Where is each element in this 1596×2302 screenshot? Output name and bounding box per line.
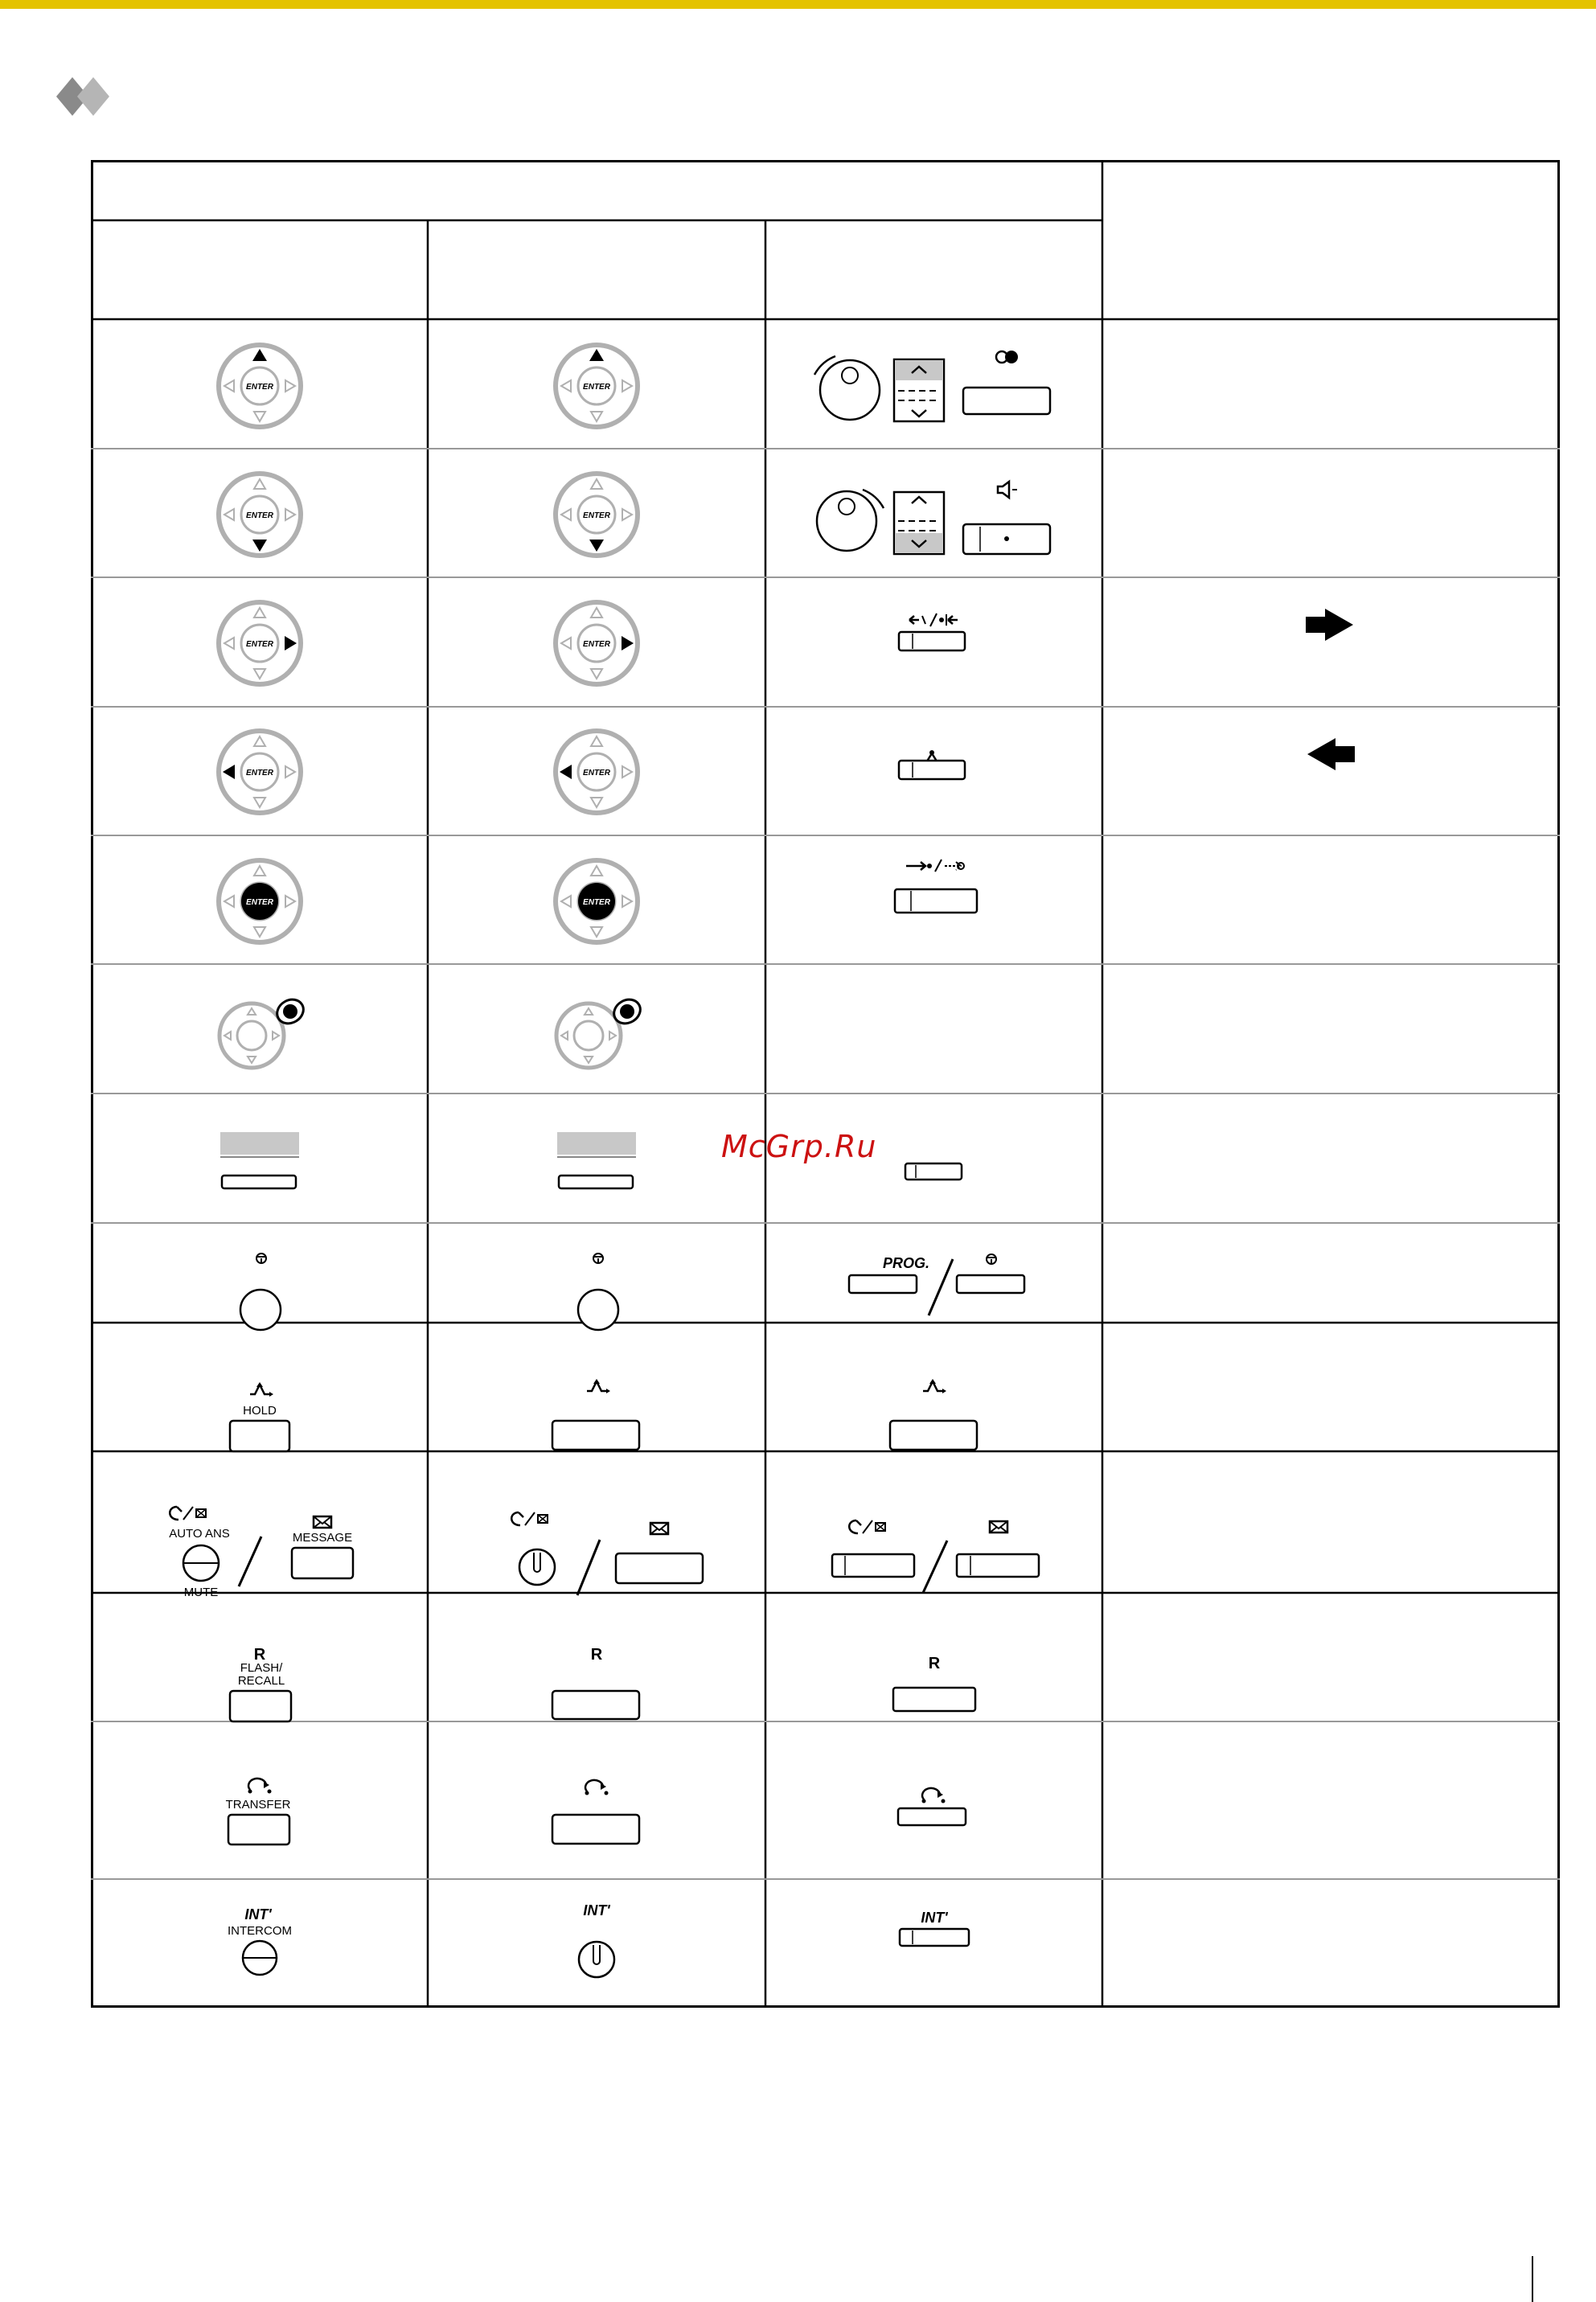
svg-text:ENTER: ENTER [583, 383, 610, 392]
flash-recall-key-c [893, 1655, 975, 1711]
soft-key-a [220, 1132, 299, 1188]
forward-dnd-key-icon [895, 860, 977, 913]
conference-key-icon [899, 750, 965, 779]
svg-text:MUTE: MUTE [183, 1586, 219, 1599]
flash-recall-key-b [552, 1646, 639, 1719]
transfer-key-a [226, 1779, 291, 1844]
right-arrow-icon [1306, 609, 1353, 641]
soft-key-b [557, 1132, 636, 1188]
dpad-right-key-a [219, 602, 301, 684]
intercom-key-c [900, 1910, 969, 1946]
svg-text:R: R [590, 1646, 603, 1664]
svg-text:R: R [253, 1646, 266, 1664]
svg-text:ENTER: ENTER [246, 383, 273, 392]
dpad-left-key-a [219, 731, 301, 813]
jog-dial-down-icon [817, 482, 1050, 554]
top-accent-bar [0, 0, 1596, 9]
svg-text:ENTER: ENTER [246, 511, 273, 520]
program-key-c [849, 1254, 1024, 1315]
svg-text:HOLD: HOLD [243, 1404, 277, 1418]
dpad-up-key-a [219, 345, 301, 427]
svg-text:ENTER: ENTER [246, 898, 273, 907]
soft-key-c [905, 1163, 962, 1180]
svg-text:MESSAGE: MESSAGE [292, 1531, 353, 1545]
section-diamond-icon [56, 74, 121, 119]
dpad-down-key-b [556, 474, 638, 556]
svg-text:INT': INT' [583, 1902, 610, 1918]
svg-text:ENTER: ENTER [583, 511, 610, 520]
svg-text:ENTER: ENTER [583, 640, 610, 649]
auto-answer-mute-key-a [169, 1507, 353, 1599]
svg-text:INTERCOM: INTERCOM [228, 1924, 292, 1938]
svg-text:ENTER: ENTER [583, 898, 610, 907]
navigator-cancel-key-b [556, 995, 645, 1068]
svg-text:ENTER: ENTER [583, 769, 610, 778]
redial-pause-key-icon [899, 613, 965, 650]
dpad-up-key-b [556, 345, 638, 427]
dpad-down-key-a [219, 474, 301, 556]
transfer-key-b [552, 1780, 639, 1844]
program-key-b [578, 1254, 618, 1330]
dpad-right-key-b [556, 602, 638, 684]
page-edge-marker [1532, 2256, 1533, 2302]
dpad-left-key-b [556, 731, 638, 813]
program-key-a [240, 1254, 281, 1330]
hold-key-c [890, 1379, 977, 1450]
svg-text:INT': INT' [244, 1906, 272, 1922]
svg-text:ENTER: ENTER [246, 640, 273, 649]
svg-text:RECALL: RECALL [237, 1674, 285, 1688]
auto-answer-mute-key-b [511, 1512, 703, 1595]
dpad-enter-key-b [556, 860, 638, 942]
intercom-key-a [228, 1906, 292, 1975]
svg-text:INT': INT' [921, 1910, 948, 1926]
button-comparison-table [91, 160, 1560, 2008]
left-arrow-icon [1307, 738, 1355, 770]
svg-text:PROG.: PROG. [883, 1255, 930, 1271]
flash-recall-key-a [230, 1646, 291, 1721]
dpad-enter-key-a [219, 860, 301, 942]
hold-key-b [552, 1379, 639, 1450]
transfer-key-c [898, 1788, 966, 1825]
auto-answer-mute-key-c [832, 1520, 1039, 1593]
svg-text:R: R [928, 1655, 941, 1672]
navigator-cancel-key-a [220, 995, 308, 1068]
intercom-key-b [579, 1902, 614, 1977]
jog-dial-up-icon [814, 351, 1050, 421]
svg-text:ENTER: ENTER [246, 769, 273, 778]
hold-key-a [230, 1382, 289, 1451]
svg-text:AUTO ANS: AUTO ANS [169, 1527, 230, 1541]
svg-text:FLASH/: FLASH/ [240, 1661, 283, 1675]
watermark: McGrp.Ru [721, 1129, 877, 1164]
svg-text:TRANSFER: TRANSFER [225, 1798, 291, 1812]
